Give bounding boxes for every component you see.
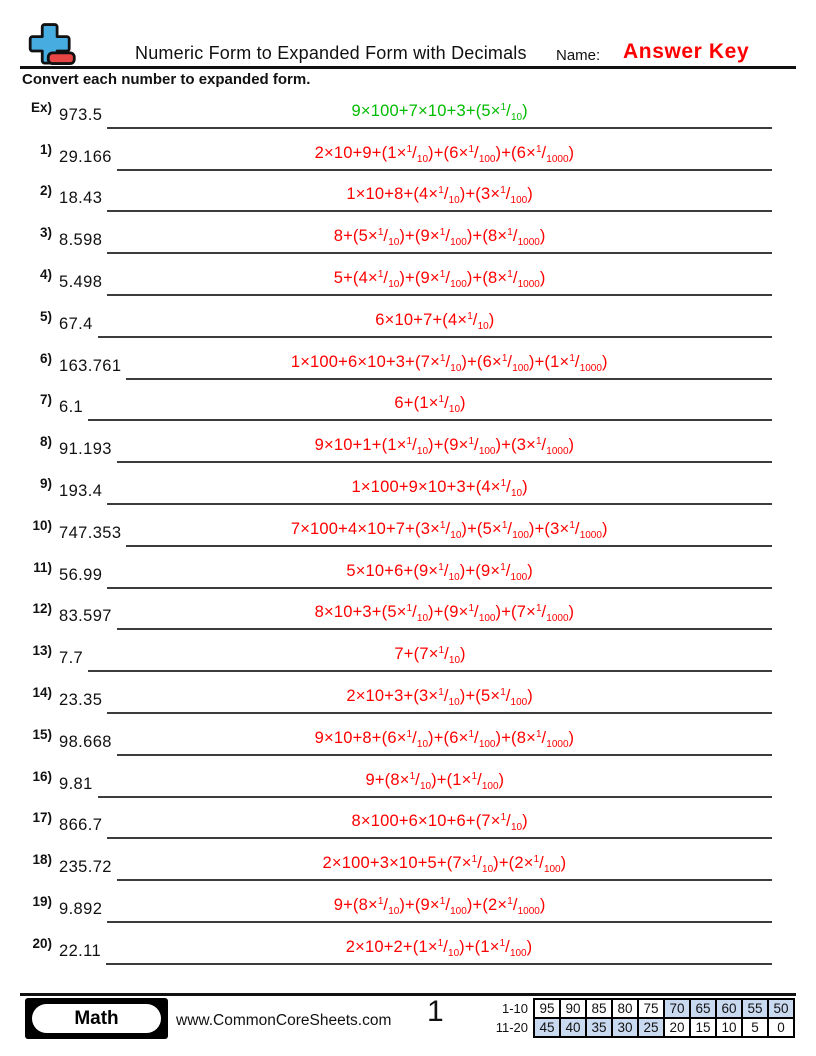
- answer-text: $1\times 100+6\times 10+3+(7\times^1/_{10})+(6\times^1/_{100})+(1\times^1/_{1000})$: [290, 352, 608, 374]
- problem-row: [20, 547, 796, 589]
- page-number: 1: [427, 995, 444, 1028]
- score-cell: 60: [716, 999, 742, 1018]
- answer-blank-line: [107, 812, 772, 839]
- score-cell: 25: [638, 1018, 664, 1037]
- problem-number-label: 7): [39, 392, 52, 408]
- answer-blank-line: [117, 854, 772, 881]
- answer-blank-line: [117, 603, 772, 630]
- problem-row: [20, 714, 796, 756]
- problem-row: [20, 171, 796, 213]
- score-range-label: 11-20: [495, 1020, 528, 1035]
- answer-text: $2\times 10+3+(3\times^1/_{10})+(5\times^1/_{100})$: [346, 686, 533, 708]
- answer-blank-line: [107, 478, 772, 505]
- problem-row: [20, 421, 796, 463]
- problem-value: 9.892: [59, 899, 103, 918]
- problem-row: [20, 129, 796, 171]
- problem-value: 973.5: [59, 105, 103, 124]
- problem-row: [20, 756, 796, 798]
- problem-number-label: 5): [39, 308, 52, 324]
- problem-number-label: 10): [32, 517, 52, 533]
- answer-text: $2\times 10+9+(1\times^1/_{10})+(6\times^1/_{100})+(6\times^1/_{1000})$: [314, 143, 575, 165]
- score-cell: 30: [612, 1018, 638, 1037]
- problem-row: [20, 923, 796, 965]
- plus-minus-icon: [26, 20, 78, 70]
- answer-text: $8\times 10+3+(5\times^1/_{10})+(9\times^1/_{100})+(7\times^1/_{1000})$: [314, 603, 575, 625]
- answer-blank-line: [107, 102, 772, 129]
- problem-row: [20, 839, 796, 881]
- problem-number-label: 3): [39, 225, 52, 241]
- answer-text: $6\times 10+7+(4\times^1/_{10})$: [375, 310, 495, 332]
- score-cell: 90: [560, 999, 586, 1018]
- answer-text: $9+(8\times^1/_{10})+(1\times^1/_{100})$: [365, 770, 505, 792]
- answer-blank-line: [98, 771, 772, 798]
- problem-number-label: 19): [32, 893, 52, 909]
- problem-value: 5.498: [59, 272, 103, 291]
- problem-number-label: 11): [33, 559, 52, 575]
- problem-value: 29.166: [59, 147, 112, 166]
- problem-number-label: 13): [32, 643, 52, 659]
- answer-text: $6+(1\times^1/_{10})$: [394, 394, 466, 416]
- problem-row: [20, 463, 796, 505]
- answer-text: $9\times 100+7\times 10+3+(5\times^1/_{10})$: [351, 101, 528, 123]
- score-row: [496, 1018, 794, 1037]
- score-cell: 80: [612, 999, 638, 1018]
- problem-value: 83.597: [59, 607, 112, 626]
- score-cell: 15: [690, 1018, 716, 1037]
- score-cell: 20: [664, 1018, 690, 1037]
- problem-row: [20, 212, 796, 254]
- problem-row: [20, 380, 796, 422]
- answer-blank-line: [107, 185, 772, 212]
- score-cell: 95: [534, 999, 560, 1018]
- website-url: www.CommonCoreSheets.com: [176, 1012, 392, 1029]
- name-label: Name:: [556, 47, 601, 64]
- score-cell: 70: [664, 999, 690, 1018]
- answer-text: $8+(5\times^1/_{10})+(9\times^1/_{100})+(8\times^1/_{1000})$: [333, 227, 546, 249]
- instructions-text: Convert each number to expanded form.: [22, 71, 311, 88]
- answer-text: $9\times 10+8+(6\times^1/_{10})+(6\times^1/_{100})+(8\times^1/_{1000})$: [314, 728, 575, 750]
- answer-blank-line: [107, 227, 772, 254]
- problem-number-label: 14): [32, 684, 52, 700]
- answer-blank-line: [117, 144, 772, 171]
- problem-value: 235.72: [59, 858, 112, 877]
- problem-value: 6.1: [59, 398, 84, 417]
- problem-value: 8.598: [59, 231, 103, 250]
- answer-blank-line: [107, 687, 772, 714]
- answer-text: $2\times 100+3\times 10+5+(7\times^1/_{10})+(2\times^1/_{100})$: [322, 854, 567, 876]
- problem-value: 22.11: [59, 941, 102, 960]
- answer-blank-line: [88, 645, 772, 672]
- subject-badge: [25, 998, 168, 1039]
- problem-value: 67.4: [59, 314, 93, 333]
- header-divider: [20, 66, 796, 69]
- score-table: [496, 998, 795, 1038]
- score-range-label: 1-10: [501, 1001, 528, 1016]
- answer-text: $9+(8\times^1/_{10})+(9\times^1/_{100})+(2\times^1/_{1000})$: [333, 895, 546, 917]
- problem-value: 18.43: [59, 189, 103, 208]
- problem-number-label: 20): [32, 935, 52, 951]
- problem-row: [20, 589, 796, 631]
- answer-text: $7+(7\times^1/_{10})$: [394, 645, 466, 667]
- footer-divider: [20, 993, 796, 996]
- problem-row: [20, 338, 796, 380]
- score-cell: 75: [638, 999, 664, 1018]
- problem-number-label: 17): [32, 810, 52, 826]
- score-cell: 50: [768, 999, 794, 1018]
- answer-text: $7\times 100+4\times 10+7+(3\times^1/_{10})+(5\times^1/_{100})+(3\times^1/_{1000})$: [290, 519, 608, 541]
- subject-label: Math: [32, 1004, 161, 1033]
- problem-row: [20, 296, 796, 338]
- answer-blank-line: [106, 938, 772, 965]
- problem-number-label: 2): [39, 183, 52, 199]
- problem-value: 163.761: [59, 356, 122, 375]
- problem-number-label: Ex): [30, 99, 52, 115]
- score-cell: 45: [534, 1018, 560, 1037]
- answer-text: $5\times 10+6+(9\times^1/_{10})+(9\times^1/_{100})$: [346, 561, 533, 583]
- problem-row: [20, 881, 796, 923]
- problem-row: [20, 630, 796, 672]
- problem-number-label: 16): [32, 768, 52, 784]
- score-cell: 5: [742, 1018, 768, 1037]
- answer-text: $9\times 10+1+(1\times^1/_{10})+(9\times^1/_{100})+(3\times^1/_{1000})$: [314, 436, 575, 458]
- problem-number-label: 4): [39, 266, 52, 282]
- problem-row: [20, 798, 796, 840]
- score-cell: 40: [560, 1018, 586, 1037]
- answer-blank-line: [107, 269, 772, 296]
- answer-text: $1\times 10+8+(4\times^1/_{10})+(3\times^1/_{100})$: [346, 185, 533, 207]
- problem-row: [20, 254, 796, 296]
- answer-blank-line: [98, 311, 772, 338]
- problem-row: [20, 87, 796, 129]
- problem-number-label: 9): [39, 475, 52, 491]
- problem-value: 98.668: [59, 732, 112, 751]
- score-cell: 10: [716, 1018, 742, 1037]
- problem-value: 747.353: [59, 523, 122, 542]
- problem-number-label: 6): [39, 350, 52, 366]
- answer-text: $8\times 100+6\times 10+6+(7\times^1/_{10})$: [351, 812, 528, 834]
- score-cell: 0: [768, 1018, 794, 1037]
- problem-value: 193.4: [59, 481, 103, 500]
- problem-row: [20, 672, 796, 714]
- answer-blank-line: [88, 394, 772, 421]
- answer-text: $2\times 10+2+(1\times^1/_{10})+(1\times^1/_{100})$: [345, 937, 533, 959]
- problems-list: [20, 87, 796, 965]
- score-cell: 35: [586, 1018, 612, 1037]
- score-cell: 55: [742, 999, 768, 1018]
- problem-value: 866.7: [59, 816, 103, 835]
- answer-blank-line: [126, 520, 772, 547]
- score-cell: 85: [586, 999, 612, 1018]
- problem-number-label: 8): [39, 434, 52, 450]
- problem-number-label: 18): [32, 852, 52, 868]
- score-row: [496, 999, 794, 1018]
- problem-value: 9.81: [59, 774, 93, 793]
- problem-value: 23.35: [59, 690, 103, 709]
- answer-blank-line: [117, 436, 772, 463]
- problem-row: [20, 505, 796, 547]
- answer-blank-line: [117, 729, 772, 756]
- answer-text: $5+(4\times^1/_{10})+(9\times^1/_{100})+(8\times^1/_{1000})$: [333, 268, 546, 290]
- answer-blank-line: [107, 562, 772, 589]
- answer-text: $1\times 100+9\times 10+3+(4\times^1/_{10})$: [351, 477, 528, 499]
- answer-blank-line: [107, 896, 772, 923]
- answer-blank-line: [126, 353, 772, 380]
- problem-number-label: 12): [32, 601, 52, 617]
- score-cell: 65: [690, 999, 716, 1018]
- problem-number-label: 1): [39, 141, 52, 157]
- problem-value: 91.193: [59, 440, 112, 459]
- answer-key-text: Answer Key: [623, 40, 750, 63]
- problem-value: 7.7: [59, 649, 84, 668]
- problem-value: 56.99: [59, 565, 103, 584]
- problem-number-label: 15): [32, 726, 52, 742]
- page-title: Numeric Form to Expanded Form with Decimals: [135, 43, 527, 63]
